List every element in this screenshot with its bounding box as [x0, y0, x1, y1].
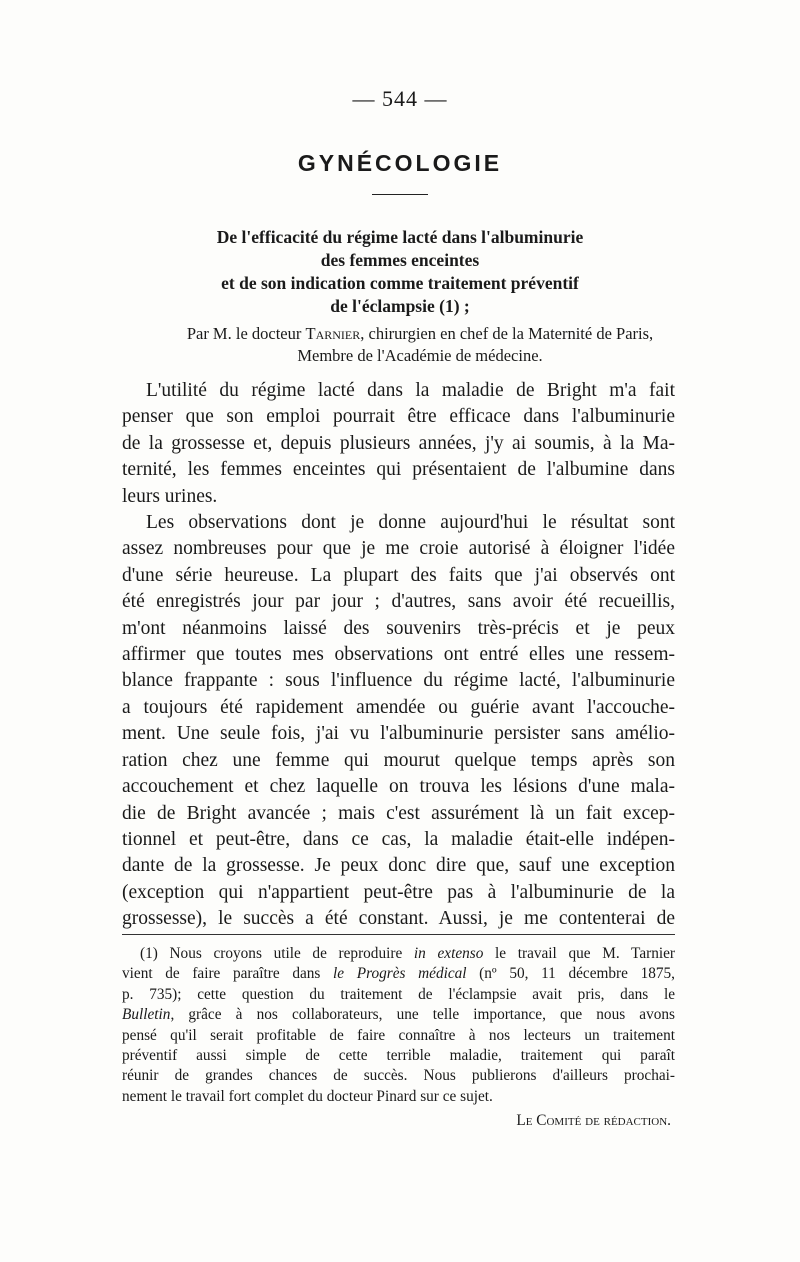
text-line: penser que son emploi pourrait être efficace dans l'albuminurie — [122, 406, 675, 428]
text-line: ment. Une seule fois, j'ai vu l'albuminurie persister sans amélio- — [122, 723, 675, 745]
text-line: été enregistrés jour par jour ; d'autres, sans avoir été recueillis, — [122, 591, 675, 613]
footnote-line — [122, 1005, 675, 1025]
article-title — [120, 226, 680, 318]
text-line: leurs urines. — [122, 485, 218, 507]
footnote-text: (1) Nous croyons utile de reproduire — [140, 945, 414, 962]
signature: Le Comité de rédaction. — [516, 1112, 671, 1129]
text-line: tionnel et peut-être, dans ce cas, la maladie était-elle indépen- — [122, 828, 675, 850]
article-title-line: et de son indication comme traitement préventif — [221, 273, 579, 293]
article-title-line: des femmes enceintes — [320, 250, 480, 270]
text-line: Les observations dont je donne aujourd'hui le résultat sont — [146, 512, 675, 534]
author-prefix: Par M. le docteur — [186, 324, 306, 343]
footnote-italic: Bulletin — [122, 1006, 171, 1024]
author-suffix: , chirurgien en chef de la Maternité de Paris, — [360, 324, 654, 343]
author-line — [120, 323, 720, 345]
text-line: grossesse), le succès a été constant. Aussi, je me contenterai de — [122, 908, 675, 930]
section-title: GYNÉCOLOGIE — [297, 150, 503, 176]
text-line: a toujours été rapidement amendée ou guérie avant l'accouche- — [122, 696, 675, 718]
footnote-text: le travail que M. Tarnier — [483, 945, 675, 962]
author-byline — [120, 323, 720, 367]
text-line: accouchement et chez laquelle on trouva les lésions d'une mala- — [122, 776, 675, 798]
text-line: de la grossesse et, depuis plusieurs années, j'y ai soumis, à la Ma- — [122, 432, 675, 454]
footnote-rule — [122, 934, 675, 935]
paragraph-2 — [122, 510, 675, 933]
text-line: m'ont néanmoins laissé des souvenirs très-précis et je peux — [122, 617, 675, 639]
text-line: d'une série heureuse. La plupart des faits que j'ai observés ont — [122, 564, 675, 586]
footnote-italic: le Progrès médical — [333, 965, 467, 983]
footnote-line — [122, 944, 675, 964]
text-line: die de Bright avancée ; mais c'est assurément là un fait excep- — [122, 802, 675, 824]
footnote-line: nement le travail fort complet du docteur Pinard sur ce sujet. — [122, 1087, 493, 1105]
author-affiliation: Membre de l'Académie de médecine. — [297, 346, 543, 365]
text-line: (exception qui n'appartient peut-être pas à l'albuminurie de la — [122, 881, 675, 903]
text-line: dante de la grossesse. Je peux donc dire que, sauf une exception — [122, 855, 675, 877]
title-rule — [372, 194, 428, 195]
text-line: affirmer que toutes mes observations ont entré elles une ressem- — [122, 644, 675, 666]
footnote-line: p. 735); cette question du traitement de l'éclampsie avait pris, dans le — [122, 985, 675, 1003]
text-line: L'utilité du régime lacté dans la maladie de Bright m'a fait — [146, 380, 675, 401]
paragraph-1 — [122, 378, 675, 510]
footnote-line: préventif aussi simple de cette terrible maladie, traitement qui paraît — [122, 1047, 675, 1065]
text-line: ternité, les femmes enceintes qui présentaient de l'albumine dans — [122, 459, 675, 481]
text-line: assez nombreuses pour que je me croie autorisé à éloigner l'idée — [122, 538, 675, 560]
footnote-text: vient de faire paraître dans — [122, 965, 334, 983]
article-title-line: De l'efficacité du régime lacté dans l'albuminurie — [216, 227, 584, 247]
body-text — [122, 378, 675, 933]
page-number: — 544 — — [352, 86, 448, 111]
article-title-line: de l'éclampsie (1) ; — [330, 296, 470, 316]
footnote-text: , grâce à nos collaborateurs, une telle importance, que nous avons — [170, 1006, 675, 1024]
author-name: Tarnier — [305, 324, 361, 343]
footnote-line: pensé qu'il serait profitable de faire connaître à nos lecteurs un traitement — [122, 1026, 675, 1044]
footnote — [122, 944, 675, 1107]
footnote-line — [122, 964, 675, 984]
footnote-italic: in extenso — [413, 945, 484, 962]
footnote-line: réunir de grandes chances de succès. Nous publierons d'ailleurs prochai- — [122, 1067, 675, 1085]
footnote-text: (nº 50, 11 décembre 1875, — [466, 965, 675, 983]
text-line: blance frappante : sous l'influence du régime lacté, l'albuminurie — [122, 670, 675, 692]
text-line: ration chez une femme qui mourut quelque temps après son — [122, 749, 675, 771]
